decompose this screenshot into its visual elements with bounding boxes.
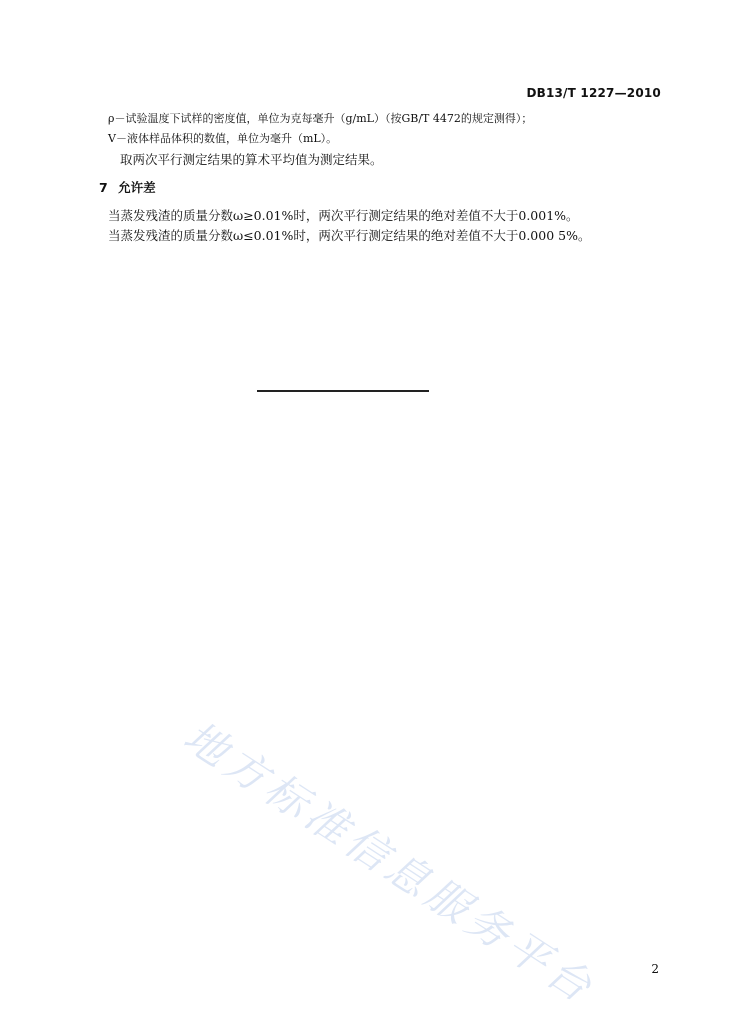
section-heading [99, 178, 156, 196]
volume-definition: V－液体样品体积的数值，单位为毫升（mL）。 [108, 132, 338, 145]
tolerance-paragraph-1: 当蒸发残渣的质量分数ω≥0.01%时，两次平行测定结果的绝对差值不大于0.001%。 [108, 208, 579, 223]
rho-definition: ρ－试验温度下试样的密度值，单位为克每毫升（g/mL）（按GB/T 4472的规定测得）； [108, 112, 533, 125]
page-number: 2 [651, 962, 659, 976]
document-code: DB13/T 1227—2010 [526, 86, 661, 100]
section-title: 允许差 [118, 180, 156, 195]
tolerance-paragraph-2: 当蒸发残渣的质量分数ω≤0.01%时，两次平行测定结果的绝对差值不大于0.000 5%。 [108, 228, 591, 243]
section-number: 7 [99, 180, 108, 195]
end-of-standard-rule [257, 390, 429, 392]
result-note: 取两次平行测定结果的算术平均值为测定结果。 [120, 152, 383, 167]
watermark: 地方标准信息服务平台 [175, 711, 605, 1015]
